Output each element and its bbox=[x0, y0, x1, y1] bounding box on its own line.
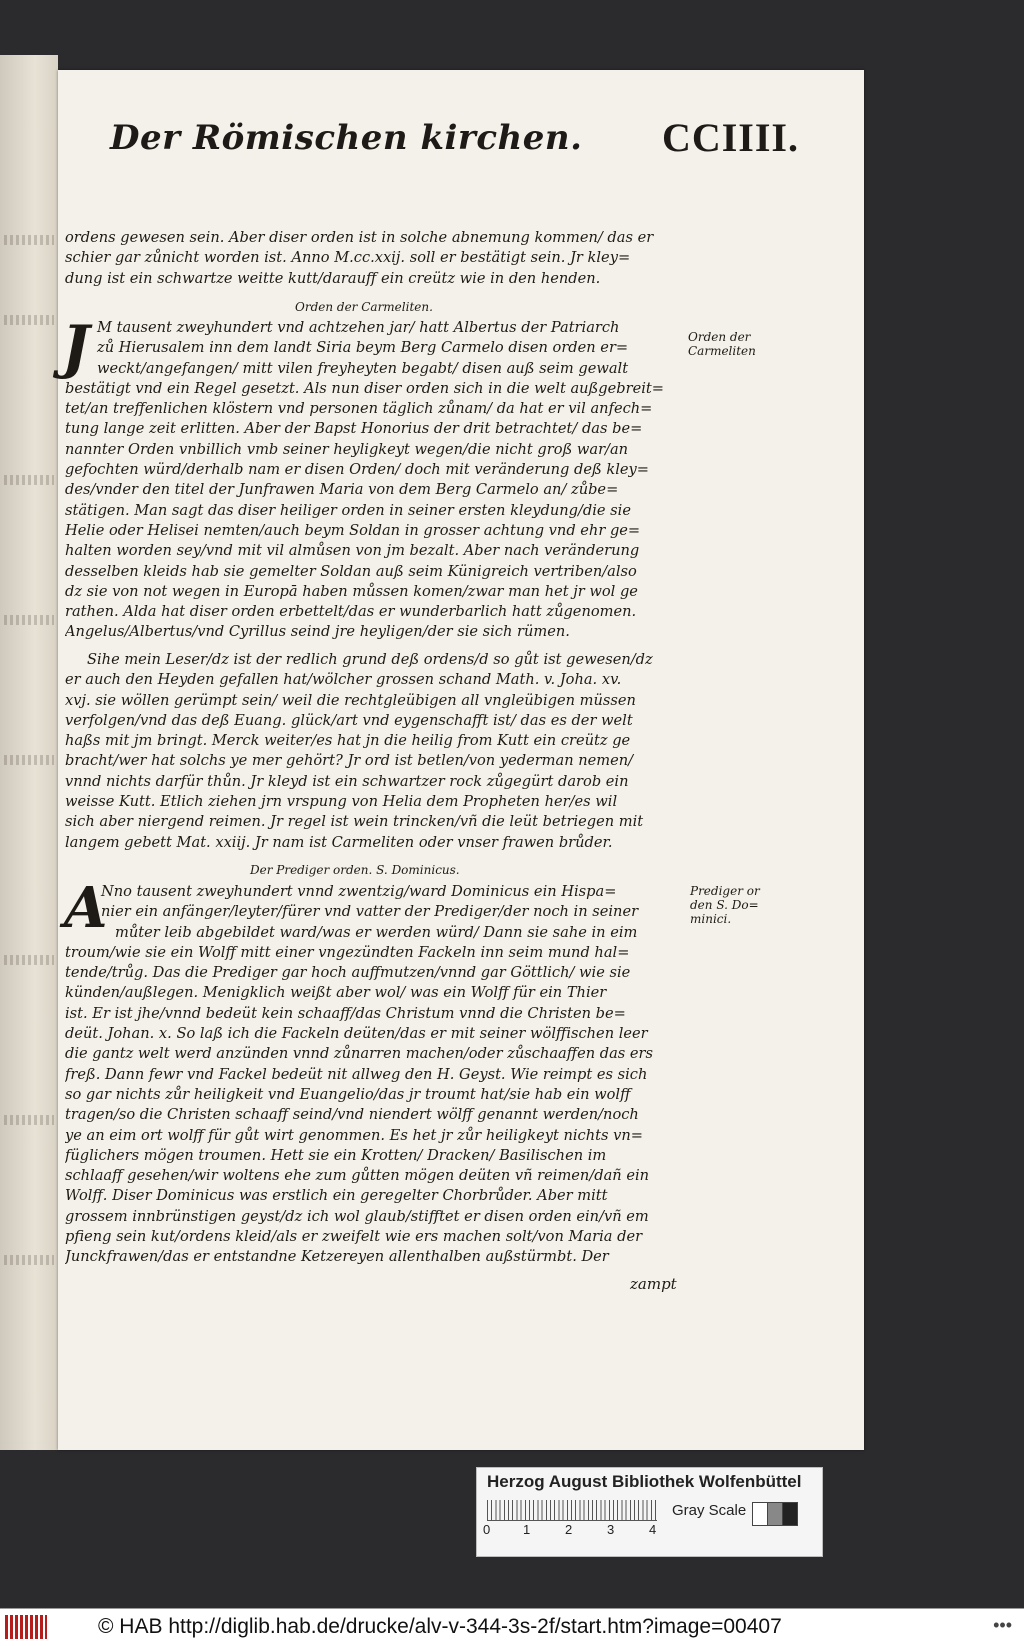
text-line: Angelus/Albertus/vnd Cyrillus seind jre heyligen/der sie sich rümen. bbox=[65, 623, 570, 641]
text-line: sich aber niergend reimen. Jr regel ist wein trincken/vñ die leüt betriegen mit bbox=[65, 813, 644, 831]
margin-note-line: Carmeliten bbox=[688, 344, 756, 358]
text-line: tung lange zeit erlitten. Aber der Bapst Honorius der drit betrachtet/ das be= bbox=[65, 420, 643, 438]
text-line: tet/an treffenlichen klöstern vnd personen täglich zůnam/ da hat er vil anfech= bbox=[65, 400, 653, 418]
hab-logo-icon bbox=[5, 1615, 47, 1639]
text-line: die gantz welt werd anzünden vnnd zůnarren machen/oder zůschaaffen das ers bbox=[65, 1045, 654, 1063]
bleed-text bbox=[4, 1255, 54, 1265]
bleed-text bbox=[4, 955, 54, 965]
folio-number: CCIIII. bbox=[661, 115, 799, 160]
running-header: Der Römischen kirchen. bbox=[110, 118, 583, 158]
more-menu-icon[interactable]: ••• bbox=[993, 1615, 1012, 1635]
text-line: verfolgen/vnd das deß Euang. glück/art vnd eygenschafft ist/ das es der welt bbox=[65, 711, 633, 729]
facing-page-edge bbox=[0, 55, 58, 1450]
drop-capital: A bbox=[64, 875, 108, 941]
margin-note-carmeliten bbox=[688, 330, 756, 358]
text-line: stätigen. Man sagt das diser heiliger orden in seiner ersten kleydung/die sie bbox=[65, 501, 631, 519]
color-calibration-bar bbox=[476, 1467, 823, 1557]
text-line: dung ist ein schwartze weitte kutt/darauff ein creütz wie in den henden. bbox=[65, 269, 601, 287]
text-line: bracht/wer hat solchs ye mer gehört? Jr ord ist betlen/von yederman nemen/ bbox=[65, 752, 634, 770]
text-line: weckt/angefangen/ mitt vilen freyheyten begabt/ disen auß seim gewalt bbox=[97, 359, 629, 377]
text-line: halten worden sey/vnd mit vil almůsen von jm bezalt. Aber nach veränderung bbox=[65, 542, 640, 560]
text-line: weisse Kutt. Etlich ziehen jrn vrspung von Helia dem Propheten her/es wil bbox=[65, 793, 618, 811]
text-line: rathen. Alda hat diser orden erbettelt/das er wunderbarlich hatt zůgenomen. bbox=[65, 603, 637, 621]
text-line: xvj. sie wöllen gerümpt sein/ weil die rechtgleübigen all vngleübigen müssen bbox=[65, 691, 636, 709]
text-line: nannter Orden vnbillich vmb seiner heyligkeyt wegen/die nicht groß war/an bbox=[65, 440, 629, 458]
text-line: M tausent zweyhundert vnd achtzehen jar/ hatt Albertus der Patriarch bbox=[97, 319, 620, 336]
text-line: vnnd nichts darfür thůn. Jr kleyd ist ein schwartzer rock zůgegürt darob ein bbox=[65, 772, 629, 790]
text-line: Nno tausent zweyhundert vnnd zwentzig/ward Dominicus ein Hispa= bbox=[101, 883, 617, 900]
text-line: Helie oder Helisei nemten/auch beym Soldan in grosser achtung vnd ehr ge= bbox=[65, 521, 641, 539]
text-line: pfieng sein kut/ordens kleid/als er zweifelt wie ers machen solt/von Maria der bbox=[65, 1228, 643, 1246]
text-line: ist. Er ist jhe/vnnd bedeüt kein schaaff/das Christum vnnd die Christen be= bbox=[65, 1004, 626, 1022]
bleed-text bbox=[4, 235, 54, 245]
gray-swatch-white bbox=[752, 1502, 768, 1526]
text-line: dz sie von not wegen in Europā haben můssen komen/zwar man het jr wol ge bbox=[65, 582, 638, 600]
paragraph-prediger bbox=[64, 875, 690, 1268]
bleed-text bbox=[4, 315, 54, 325]
text-line: tragen/so die Christen schaaff seind/vnd niendert wölff genannt werden/noch bbox=[65, 1106, 639, 1124]
text-line: haßs mit jm bringt. Merck weiter/es hat jn die heilig from Kutt ein creütz ge bbox=[65, 732, 631, 750]
bleed-text bbox=[4, 1115, 54, 1125]
gray-swatch-mid bbox=[767, 1502, 783, 1526]
text-line: künden/außlegen. Menigklich weißt aber wol/ was ein Wolff für ein Thier bbox=[65, 984, 607, 1002]
gray-scale-label: Gray Scale bbox=[672, 1502, 747, 1519]
text-line: ordens gewesen sein. Aber diser orden ist in solche abnemung kommen/ das er bbox=[65, 229, 654, 246]
text-line: so gar nichts zůr heiligkeit vnd Euangelio/das jr troumt hat/sie hab ein wolff bbox=[65, 1085, 631, 1103]
section-rubric-prediger: Der Prediger orden. S. Dominicus. bbox=[250, 863, 460, 877]
text-line: bestätigt vnd ein Regel gesetzt. Als nun diser orden sich in die welt außgebreit= bbox=[65, 379, 664, 397]
text-line: Junckfrawen/das er entstandne Ketzereyen allenthalben außstürmbt. Der bbox=[65, 1248, 609, 1266]
catchword: zampt bbox=[630, 1275, 677, 1293]
text-line: gefochten würd/derhalb nam er disen Orden/ doch mit veränderung deß kley= bbox=[65, 461, 650, 479]
scale-ruler bbox=[487, 1500, 657, 1521]
margin-note-prediger bbox=[690, 884, 760, 926]
bleed-text bbox=[4, 755, 54, 765]
margin-note-line: minici. bbox=[690, 912, 732, 926]
paragraph-carmeliten bbox=[65, 318, 690, 643]
text-line: freß. Dann fewr vnd Fackel bedeüt nit allweg den H. Geyst. Wie reimpt es sich bbox=[65, 1065, 648, 1083]
scale-number: 1 bbox=[523, 1522, 531, 1537]
text-line: nier ein anfänger/leyter/fürer vnd vatter der Prediger/der noch in seiner bbox=[101, 903, 639, 921]
scale-number: 0 bbox=[483, 1522, 491, 1537]
text-line: er auch den Heyden gefallen hat/wölcher grossen schand Math. v. Joha. xv. bbox=[65, 671, 622, 689]
text-line: desselben kleids hab sie gemelter Soldan auß seim Künigreich vertriben/also bbox=[65, 562, 637, 580]
margin-note-line: den S. Do= bbox=[690, 898, 759, 912]
margin-note-line: Prediger or bbox=[690, 884, 760, 898]
paragraph-intro bbox=[65, 228, 690, 289]
scale-number: 4 bbox=[649, 1522, 657, 1537]
text-line: Sihe mein Leser/dz ist der redlich grund deß ordens/d so gůt ist gewesen/dz bbox=[87, 651, 653, 668]
drop-capital: J bbox=[62, 313, 90, 381]
copyright-url[interactable]: © HAB http://diglib.hab.de/drucke/alv-v-344-3s-2f/start.htm?image=00407 bbox=[98, 1615, 782, 1638]
text-line: füglichers mögen troumen. Hett sie ein Krotten/ Dracken/ Basilischen im bbox=[65, 1146, 607, 1164]
text-line: grossem innbrünstigen geyst/dz ich wol glaub/stifftet er disen orden ein/vñ em bbox=[65, 1207, 649, 1225]
text-line: deüt. Johan. x. So laß ich die Fackeln deüten/das er mit seiner wölffischen leer bbox=[65, 1025, 648, 1043]
scale-number: 3 bbox=[607, 1522, 615, 1537]
status-bar bbox=[0, 1608, 1024, 1646]
library-name: Herzog August Bibliothek Wolfenbüttel bbox=[487, 1472, 802, 1491]
bleed-text bbox=[4, 475, 54, 485]
section-rubric-carmeliten: Orden der Carmeliten. bbox=[295, 300, 433, 314]
text-line: schier gar zůnicht worden ist. Anno M.cc.xxij. soll er bestätigt sein. Jr kley= bbox=[65, 249, 631, 267]
text-line: langem gebett Mat. xxiij. Jr nam ist Carmeliten oder vnser frawen brůder. bbox=[65, 833, 613, 851]
scale-number: 2 bbox=[565, 1522, 573, 1537]
text-line: troum/wie sie ein Wolff mitt einer vngezündten Fackeln inn seim mund hal= bbox=[65, 943, 630, 961]
margin-note-line: Orden der bbox=[688, 330, 751, 344]
text-line: můter leib abgebildet ward/was er werden würd/ Dann sie sahe in eim bbox=[115, 923, 638, 941]
paragraph-commentary bbox=[65, 650, 690, 853]
text-line: tende/trůg. Das die Prediger gar hoch auffmutzen/vnnd gar Göttlich/ wie sie bbox=[65, 964, 631, 982]
gray-swatch-black bbox=[782, 1502, 798, 1526]
text-line: ye an eim ort wolff für gůt wirt genommen. Es het jr zůr heiligkeyt nichts vn= bbox=[65, 1126, 643, 1144]
bleed-text bbox=[4, 615, 54, 625]
text-line: Wolff. Diser Dominicus was erstlich ein geregelter Chorbrůder. Aber mitt bbox=[65, 1187, 608, 1205]
text-line: schlaaff gesehen/wir woltens ehe zum gůtten mögen deüten vñ reimen/dañ ein bbox=[65, 1167, 650, 1185]
text-line: des/vnder den titel der Junfrawen Maria von dem Berg Carmelo an/ zůbe= bbox=[65, 481, 619, 499]
text-line: zů Hierusalem inn dem landt Siria beym Berg Carmelo disen orden er= bbox=[97, 339, 629, 357]
